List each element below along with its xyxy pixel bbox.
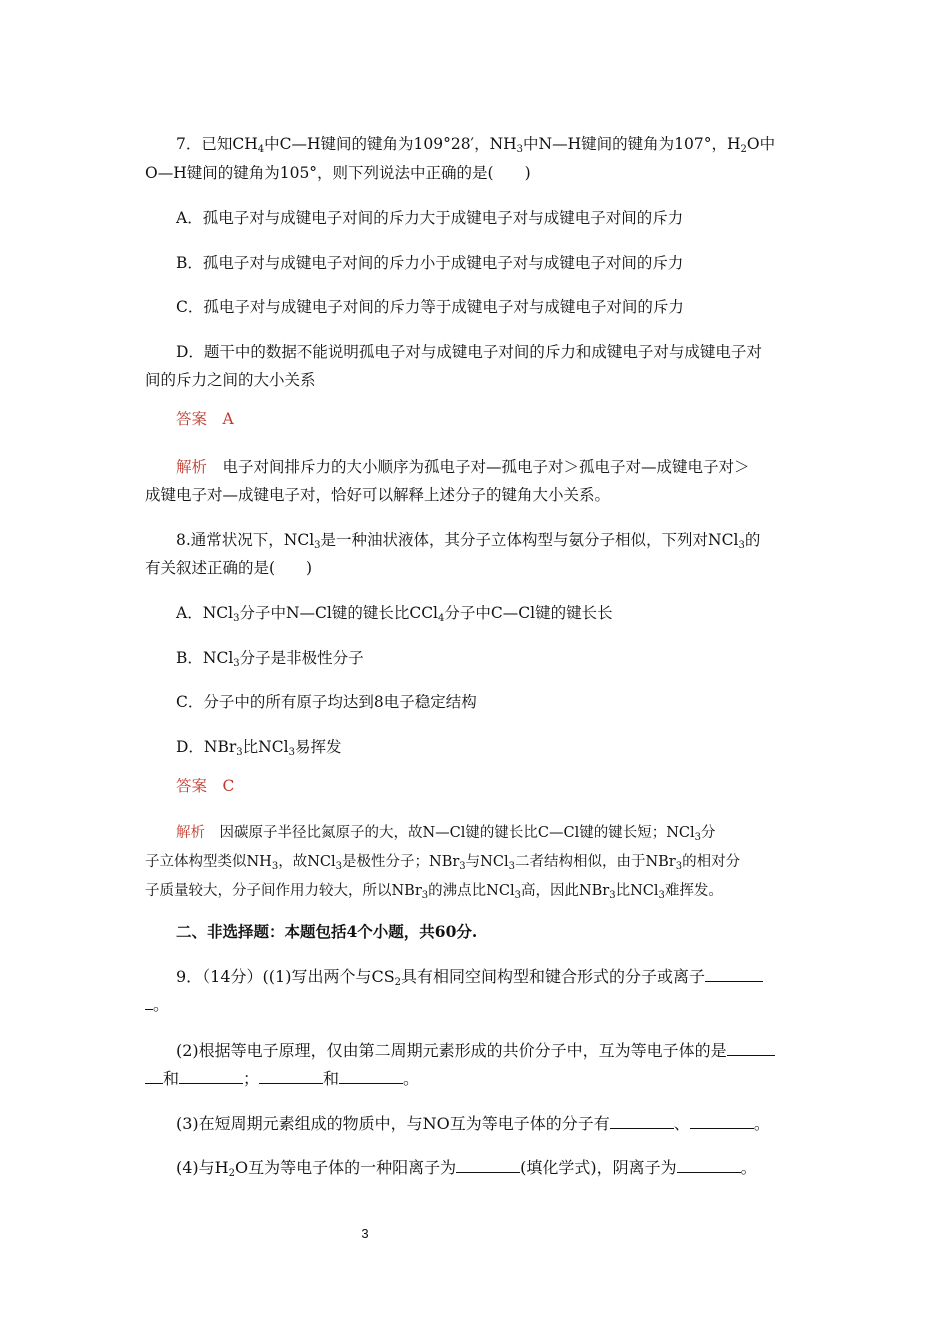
- q7-explanation-line1: 解析 电子对间排斥力的大小顺序为孤电子对—孤电子对＞孤电子对—成键电子对＞: [176, 458, 750, 476]
- page-number: 3: [361, 1226, 369, 1241]
- q8-option-c: C．分子中的所有原子均达到8电子稳定结构: [176, 693, 477, 711]
- answer-blank[interactable]: [705, 966, 763, 982]
- q8-option-d: D．NBr$_3$比NCl$_3$易挥发: [176, 738, 342, 758]
- answer-blank[interactable]: [179, 1068, 243, 1084]
- answer-blank[interactable]: [610, 1113, 674, 1129]
- q7-option-d-line1: D．题干中的数据不能说明孤电子对与成键电子对间的斥力和成键电子对与成键电子对: [176, 343, 762, 361]
- q7-stem-line2: O—H键间的键角为105°，则下列说法中正确的是( ): [145, 164, 531, 182]
- q8-explanation-line2: 子立体构型类似$NH_3$，故NCl$_3$是极性分子；NBr$_3$与NCl$_3$二者结构相似，由于NBr$_3$的相对分: [145, 854, 741, 872]
- q8-option-a: A．NCl$_3$分子中N—Cl键的键长比CCl$_4$分子中C—Cl键的键长长: [176, 604, 613, 624]
- answer-blank[interactable]: [145, 1068, 163, 1084]
- q8-stem-line1: 8.通常状况下，NCl$_3$是一种油状液体，其分子立体构型与氨分子相似，下列对NCl$_3$的: [176, 531, 761, 551]
- q7-explanation-line2: 成键电子对—成键电子对，恰好可以解释上述分子的键角大小关系。: [145, 486, 611, 504]
- answer-blank[interactable]: [456, 1157, 520, 1173]
- q7-option-b: B．孤电子对与成键电子对间的斥力小于成键电子对与成键电子对间的斥力: [176, 254, 684, 272]
- q9-part2-line1: (2)根据等电子原理，仅由第二周期元素形成的共价分子中，互为等电子体的是: [176, 1040, 816, 1061]
- q7-option-d-line2: 间的斥力之间的大小关系: [145, 371, 316, 389]
- q7-explanation-label: 解析: [176, 458, 208, 476]
- answer-blank[interactable]: [339, 1068, 403, 1084]
- q9-stem-line2: 。: [145, 994, 815, 1015]
- answer-blank[interactable]: [677, 1157, 741, 1173]
- q7-answer: 答案 A: [176, 410, 234, 428]
- answer-blank[interactable]: [259, 1068, 323, 1084]
- answer-blank[interactable]: [145, 994, 153, 1010]
- q7-option-a: A．孤电子对与成键电子对间的斥力大于成键电子对与成键电子对间的斥力: [176, 209, 684, 227]
- q8-explanation-label: 解析: [176, 825, 205, 841]
- q9-part4: (4)与$H_2O$互为等电子体的一种阳离子为 (填化学式)，阴离子为 。: [176, 1158, 757, 1179]
- q8-option-b: B．NCl$_3$分子是非极性分子: [176, 649, 364, 669]
- answer-blank[interactable]: [690, 1113, 754, 1129]
- answer-blank[interactable]: [727, 1040, 775, 1056]
- q8-answer: 答案 C: [176, 777, 235, 795]
- q9-part3: (3)在短周期元素组成的物质中，与NO互为等电子体的分子有 、 。: [176, 1114, 770, 1133]
- q9-stem-line1: 9．（14分）((1)写出两个与$CS_2$具有相同空间构型和键合形式的分子或离子: [176, 966, 816, 987]
- q8-explanation-line1: 解析 因碳原子半径比氮原子的大，故N—Cl键的键长比C—Cl键的键长短；NCl$_3$分: [176, 825, 716, 843]
- q9-part2-line2: 和 ； 和 。: [145, 1068, 815, 1089]
- q8-stem-line2: 有关叙述正确的是( ): [145, 559, 313, 577]
- section-heading: 二、非选择题：本题包括4个小题，共60分.: [176, 922, 478, 941]
- q7-option-c: C．孤电子对与成键电子对间的斥力等于成键电子对与成键电子对间的斥力: [176, 298, 684, 316]
- q8-explanation-line3: 子质量较大，分子间作用力较大，所以NBr$_3$的沸点比NCl$_3$高，因此NBr$_3$比NCl$_3$难挥发。: [145, 883, 723, 901]
- q7-stem-line1: 7．已知$CH_4$中C—H键间的键角为109°28′，$NH_3$中N—H键间的键角为107°，$H_2O$中: [176, 135, 776, 155]
